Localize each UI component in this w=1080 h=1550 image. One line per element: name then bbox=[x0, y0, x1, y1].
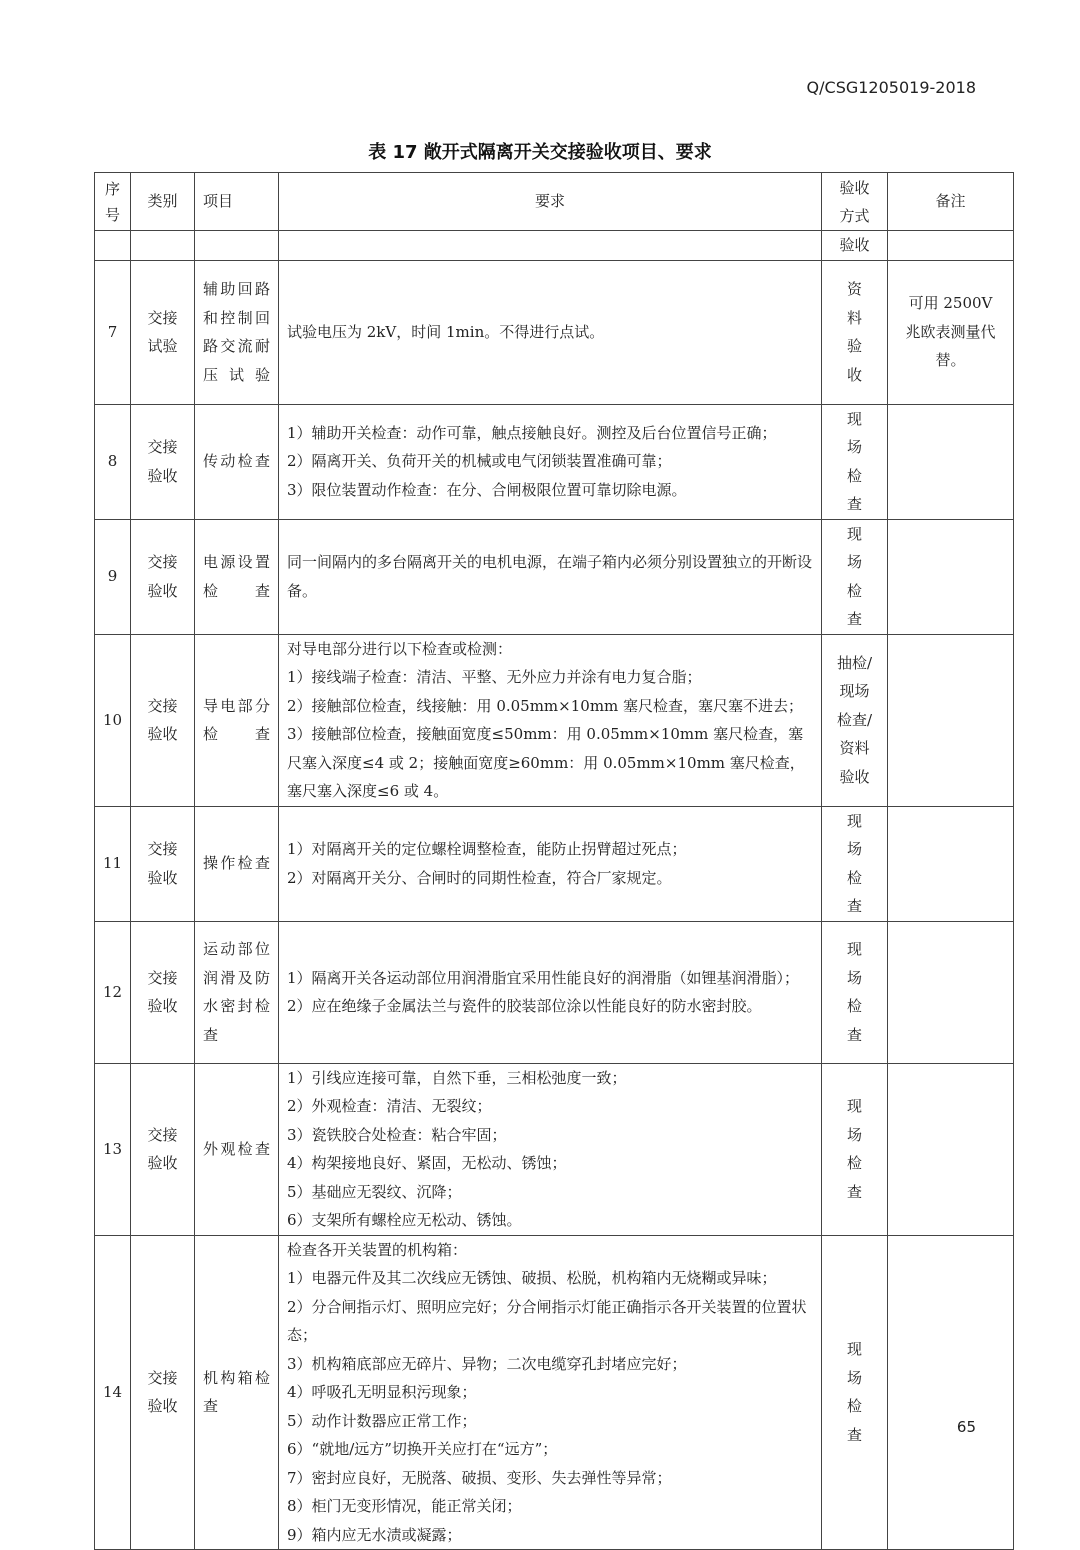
requirement-line: 1）辅助开关检查：动作可靠，触点接触良好。测控及后台位置信号正确； bbox=[287, 423, 777, 442]
requirement-line: 1）对隔离开关的定位螺栓调整检查，能防止拐臂超过死点； bbox=[287, 840, 687, 858]
row-category: 交接验收 bbox=[131, 519, 195, 634]
row-item: 机构箱检查 bbox=[195, 1235, 279, 1550]
row-category: 交接验收 bbox=[131, 1063, 195, 1235]
requirement-line: 6）“就地/远方”切换开关应打在“远方”； bbox=[287, 1440, 558, 1458]
requirement-line: 同一间隔内的多台隔离开关的电机电源，在端子箱内必须分别设置独立的开断设备。 bbox=[287, 553, 813, 600]
row-category: 交接验收 bbox=[131, 921, 195, 1063]
acceptance-table bbox=[94, 172, 1014, 1550]
header-sub-empty bbox=[95, 231, 131, 261]
table-row bbox=[95, 1235, 1014, 1550]
row-note bbox=[888, 634, 1014, 806]
header-subrow bbox=[95, 231, 1014, 261]
row-seq: 8 bbox=[95, 404, 131, 519]
table-row bbox=[95, 921, 1014, 1063]
row-note bbox=[888, 806, 1014, 921]
row-requirements bbox=[279, 519, 822, 634]
header-method: 验收方式 bbox=[822, 173, 888, 231]
requirement-line: 6）支架所有螺栓应无松动、锈蚀。 bbox=[287, 1211, 522, 1229]
requirement-line: 3）接触部位检查，接触面宽度≤50mm：用 0.05mm×10mm 塞尺检查，塞尺塞入深度≤4 或 2；接触面宽度≥60mm：用 0.05mm×10mm 塞尺检查，塞尺塞入深度≤6 或 4。 bbox=[287, 725, 805, 800]
row-method: 现场检查 bbox=[822, 921, 888, 1063]
table-row bbox=[95, 260, 1014, 404]
row-seq: 7 bbox=[95, 260, 131, 404]
requirement-line: 9）箱内应无水渍或凝露； bbox=[287, 1525, 462, 1544]
row-method: 现场检查 bbox=[822, 1063, 888, 1235]
requirement-line: 2）对隔离开关分、合闸时的同期性检查，符合厂家规定。 bbox=[287, 868, 672, 887]
header-sub-empty bbox=[888, 231, 1014, 261]
row-item: 运动部位润滑及防水密封检查 bbox=[195, 921, 279, 1063]
row-seq: 12 bbox=[95, 921, 131, 1063]
row-item: 传动检查 bbox=[195, 404, 279, 519]
row-note bbox=[888, 921, 1014, 1063]
requirement-line: 检查各开关装置的机构箱： bbox=[287, 1240, 468, 1259]
header-sub-method: 验收 bbox=[822, 231, 888, 261]
header-row bbox=[95, 173, 1014, 231]
requirement-line: 7）密封应良好，无脱落、破损、变形、失去弹性等异常； bbox=[287, 1468, 672, 1487]
row-category: 交接验收 bbox=[131, 806, 195, 921]
row-item: 操作检查 bbox=[195, 806, 279, 921]
requirement-line: 试验电压为 2kV，时间 1min。不得进行点试。 bbox=[287, 322, 605, 341]
header-category: 类别 bbox=[131, 173, 195, 231]
header-seq: 序号 bbox=[95, 173, 131, 231]
requirement-line: 2）隔离开关、负荷开关的机械或电气闭锁装置准确可靠； bbox=[287, 452, 672, 471]
requirement-line: 2）外观检查：清洁、无裂纹； bbox=[287, 1097, 492, 1115]
row-category: 交接试验 bbox=[131, 260, 195, 404]
table-row bbox=[95, 1063, 1014, 1235]
table-row bbox=[95, 519, 1014, 634]
header-sub-empty bbox=[131, 231, 195, 261]
page-number: 65 bbox=[956, 1418, 976, 1436]
row-requirements bbox=[279, 634, 822, 806]
row-method: 资料验收 bbox=[822, 260, 888, 404]
header-item: 项目 bbox=[195, 173, 279, 231]
row-category: 交接验收 bbox=[131, 634, 195, 806]
row-item: 电源设置检查 bbox=[195, 519, 279, 634]
header-sub-empty bbox=[279, 231, 822, 261]
requirement-line: 2）分合闸指示灯、照明应完好；分合闸指示灯能正确指示各开关装置的位置状态； bbox=[287, 1297, 807, 1344]
header-note: 备注 bbox=[888, 173, 1014, 231]
row-category: 交接验收 bbox=[131, 404, 195, 519]
row-seq: 10 bbox=[95, 634, 131, 806]
row-seq: 11 bbox=[95, 806, 131, 921]
row-note bbox=[888, 1063, 1014, 1235]
row-requirements bbox=[279, 806, 822, 921]
requirement-line: 2）接触部位检查，线接触：用 0.05mm×10mm 塞尺检查，塞尺塞不进去； bbox=[287, 696, 804, 715]
table-row bbox=[95, 634, 1014, 806]
row-seq: 13 bbox=[95, 1063, 131, 1235]
requirement-line: 1）接线端子检查：清洁、平整、无外应力并涂有电力复合脂； bbox=[287, 668, 702, 686]
row-requirements bbox=[279, 1235, 822, 1550]
row-method: 现场检查 bbox=[822, 404, 888, 519]
requirement-line: 8）柜门无变形情况，能正常关闭； bbox=[287, 1497, 522, 1515]
row-item: 导电部分检查 bbox=[195, 634, 279, 806]
table-body bbox=[95, 260, 1014, 1550]
row-requirements bbox=[279, 921, 822, 1063]
row-note bbox=[888, 404, 1014, 519]
requirement-line: 3）机构箱底部应无碎片、异物；二次电缆穿孔封堵应完好； bbox=[287, 1354, 687, 1373]
requirement-line: 2）应在绝缘子金属法兰与瓷件的胶装部位涂以性能良好的防水密封胶。 bbox=[287, 997, 762, 1015]
document-code: Q/CSG1205019-2018 bbox=[806, 78, 976, 97]
requirement-line: 3）限位装置动作检查：在分、合闸极限位置可靠切除电源。 bbox=[287, 480, 687, 499]
requirement-line: 1）隔离开关各运动部位用润滑脂宜采用性能良好的润滑脂（如锂基润滑脂）； bbox=[287, 968, 800, 987]
table-title: 表 17 敞开式隔离开关交接验收项目、要求 bbox=[368, 142, 712, 163]
row-seq: 14 bbox=[95, 1235, 131, 1550]
requirement-line: 1）引线应连接可靠，自然下垂，三相松弛度一致； bbox=[287, 1068, 627, 1087]
row-requirements bbox=[279, 404, 822, 519]
table-row bbox=[95, 404, 1014, 519]
requirement-line: 5）基础应无裂纹、沉降； bbox=[287, 1182, 462, 1201]
requirement-line: 1）电器元件及其二次线应无锈蚀、破损、松脱，机构箱内无烧糊或异味； bbox=[287, 1269, 777, 1287]
requirement-line: 5）动作计数器应正常工作； bbox=[287, 1411, 477, 1430]
row-note: 可用 2500V 兆欧表测量代替。 bbox=[888, 260, 1014, 404]
row-method: 抽检/现场检查/资料验收 bbox=[822, 634, 888, 806]
row-method: 现场检查 bbox=[822, 806, 888, 921]
row-requirements bbox=[279, 260, 822, 404]
row-method: 现场检查 bbox=[822, 519, 888, 634]
row-note bbox=[888, 519, 1014, 634]
row-item: 辅助回路和控制回路交流耐压试验 bbox=[195, 260, 279, 404]
row-method: 现场检查 bbox=[822, 1235, 888, 1550]
header-sub-empty bbox=[195, 231, 279, 261]
requirement-line: 4）呼吸孔无明显积污现象； bbox=[287, 1383, 477, 1401]
row-category: 交接验收 bbox=[131, 1235, 195, 1550]
row-requirements bbox=[279, 1063, 822, 1235]
requirement-line: 对导电部分进行以下检查或检测： bbox=[287, 639, 513, 658]
row-note bbox=[888, 1235, 1014, 1550]
header-requirement: 要求 bbox=[279, 173, 822, 231]
row-item: 外观检查 bbox=[195, 1063, 279, 1235]
row-seq: 9 bbox=[95, 519, 131, 634]
requirement-line: 4）构架接地良好、紧固，无松动、锈蚀； bbox=[287, 1154, 567, 1172]
table-row bbox=[95, 806, 1014, 921]
requirement-line: 3）瓷铁胶合处检查：粘合牢固； bbox=[287, 1125, 507, 1144]
